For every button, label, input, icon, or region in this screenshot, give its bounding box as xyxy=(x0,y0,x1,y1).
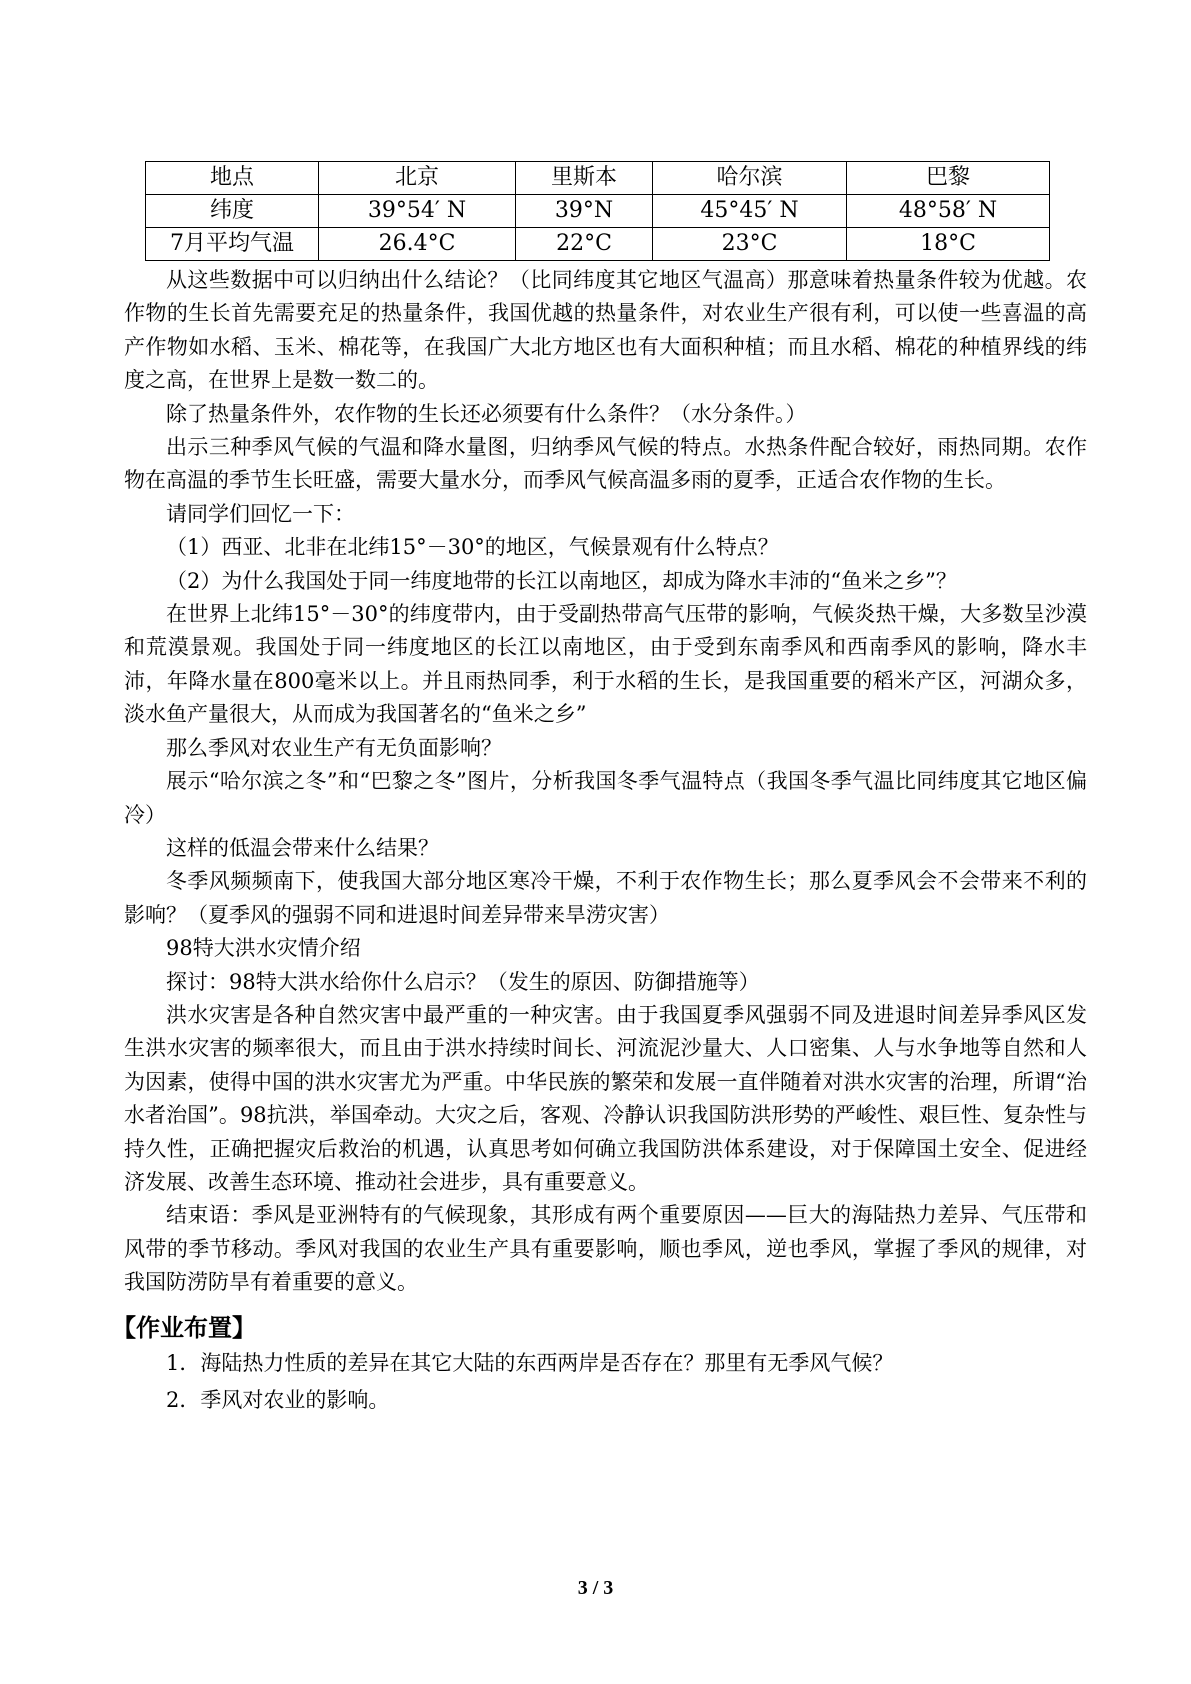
paragraph: 从这些数据中可以归纳出什么结论？（比同纬度其它地区气温高）那意味着热量条件较为优越。农作物的生长首先需要充足的热量条件，我国优越的热量条件，对农业生产很有利，可以使一些喜温的高产作物如水稻、玉米、棉花等，在我国广大北方地区也有大面积种植；而且水稻、棉花的种植界线的纬度之高，在世界上是数一数二的。 xyxy=(124,268,1087,393)
paragraph: 98特大洪水灾情介绍 xyxy=(166,936,361,961)
paragraph: 探讨：98特大洪水给你什么启示？（发生的原因、防御措施等） xyxy=(166,969,760,994)
table-cell: 巴黎 xyxy=(847,162,1050,195)
table-cell: 地点 xyxy=(146,162,319,195)
body-text xyxy=(124,264,1087,1300)
paragraph: 结束语：季风是亚洲特有的气候现象，其形成有两个重要原因——巨大的海陆热力差异、气压带和风带的季节移动。季风对我国的农业生产具有重要影响，顺也季风，逆也季风，掌握了季风的规律，对我国防涝防旱有着重要的意义。 xyxy=(124,1203,1087,1295)
table-cell: 哈尔滨 xyxy=(653,162,847,195)
paragraph: 除了热量条件外，农作物的生长还必须要有什么条件？（水分条件。） xyxy=(166,401,807,426)
paragraph: 请同学们回忆一下： xyxy=(166,501,355,526)
paragraph: 出示三种季风气候的气温和降水量图，归纳季风气候的特点。水热条件配合较好，雨热同期。农作物在高温的季节生长旺盛，需要大量水分，而季风气候高温多雨的夏季，正适合农作物的生长。 xyxy=(124,435,1087,493)
paragraph: 那么季风对农业生产有无负面影响？ xyxy=(166,735,502,760)
table-cell: 18°C xyxy=(847,228,1050,261)
paragraph: （1）西亚、北非在北纬15°－30°的地区，气候景观有什么特点？ xyxy=(166,535,779,560)
table-cell: 北京 xyxy=(319,162,516,195)
page-number: 3 / 3 xyxy=(577,1577,614,1599)
table-cell: 里斯本 xyxy=(516,162,653,195)
homework-item: 1．海陆热力性质的差异在其它大陆的东西两岸是否存在？那里有无季风气候？ xyxy=(166,1351,894,1375)
table-row xyxy=(146,162,1050,195)
homework-item: 2．季风对农业的影响。 xyxy=(166,1388,390,1412)
paragraph: 在世界上北纬15°－30°的纬度带内，由于受副热带高气压带的影响，气候炎热干燥，大多数呈沙漠和荒漠景观。我国处于同一纬度地区的长江以南地区，由于受到东南季风和西南季风的影响，降水丰沛，年降水量在800毫米以上。并且雨热同季，利于水稻的生长，是我国重要的稻米产区，河湖众多，淡水鱼产量很大，从而成为我国著名的“鱼米之乡” xyxy=(124,602,1087,727)
paragraph: （2）为什么我国处于同一纬度地带的长江以南地区，却成为降水丰沛的“鱼米之乡”？ xyxy=(166,568,957,593)
climate-comparison-table xyxy=(145,161,1050,261)
table-row xyxy=(146,228,1050,261)
table-cell: 纬度 xyxy=(146,195,319,228)
table-cell: 39°54′ N xyxy=(319,195,516,228)
homework-list xyxy=(124,1345,1087,1419)
table-cell: 23°C xyxy=(653,228,847,261)
table-cell: 48°58′ N xyxy=(847,195,1050,228)
table-row xyxy=(146,195,1050,228)
table-cell: 26.4°C xyxy=(319,228,516,261)
paragraph: 这样的低温会带来什么结果？ xyxy=(166,835,439,860)
table-cell: 39°N xyxy=(516,195,653,228)
paragraph: 展示“哈尔滨之冬”和“巴黎之冬”图片，分析我国冬季气温特点（我国冬季气温比同纬度其它地区偏冷） xyxy=(124,769,1087,827)
paragraph: 洪水灾害是各种自然灾害中最严重的一种灾害。由于我国夏季风强弱不同及进退时间差异季风区发生洪水灾害的频率很大，而且由于洪水持续时间长、河流泥沙量大、人口密集、人与水争地等自然和人为因素，使得中国的洪水灾害尤为严重。中华民族的繁荣和发展一直伴随着对洪水灾害的治理，所谓“治水者治国”。98抗洪，举国牵动。大灾之后，客观、冷静认识我国防洪形势的严峻性、艰巨性、复杂性与持久性，正确把握灾后救治的机遇，认真思考如何确立我国防洪体系建设，对于保障国土安全、促进经济发展、改善生态环境、推动社会进步，具有重要意义。 xyxy=(124,1002,1087,1194)
homework-heading: 【作业布置】 xyxy=(112,1314,256,1342)
table-cell: 45°45′ N xyxy=(653,195,847,228)
table-cell: 7月平均气温 xyxy=(146,228,319,261)
paragraph: 冬季风频频南下，使我国大部分地区寒冷干燥，不利于农作物生长；那么夏季风会不会带来不利的影响？（夏季风的强弱不同和进退时间差异带来旱涝灾害） xyxy=(124,869,1087,927)
table-cell: 22°C xyxy=(516,228,653,261)
